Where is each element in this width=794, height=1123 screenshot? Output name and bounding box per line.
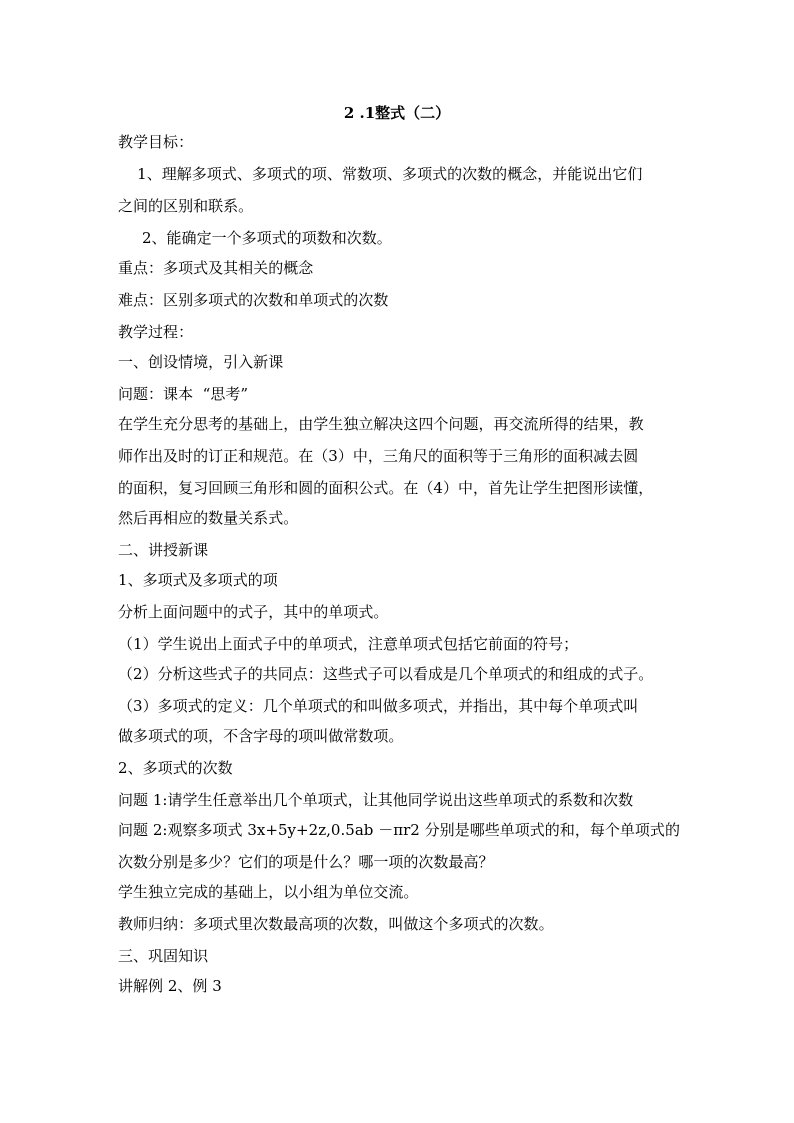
text-line-question: 问题：课本 “思考” (118, 385, 249, 403)
text-line-step-3-cont: 做多项式的项，不含字母的项叫做常数项。 (118, 727, 404, 745)
text-line-objective-1-cont: 之间的区别和联系。 (118, 197, 254, 215)
text-line-teacher-summary: 教师归纳：多项式里次数最高项的次数，叫做这个多项式的次数。 (118, 915, 554, 933)
text-line-subsection-1: 1、多项式及多项式的项 (118, 571, 278, 589)
text-line-group-exchange: 学生独立完成的基础上，以小组为单位交流。 (118, 883, 419, 901)
text-line-section-3: 三、巩固知识 (118, 947, 209, 965)
text-line-subsection-2: 2、多项式的次数 (118, 759, 233, 777)
text-line-objective-1: 1、理解多项式、多项式的项、常数项、多项式的次数的概念，并能说出它们 (118, 165, 643, 183)
text-line-examples: 讲解例 2、例 3 (118, 977, 222, 995)
text-line-step-3: （3）多项式的定义：几个单项式的和叫做多项式，并指出，其中每个单项式叫 (118, 697, 639, 715)
text-line-objectives-heading: 教学目标： (118, 133, 194, 151)
text-line-section-1: 一、创设情境，引入新课 (118, 353, 284, 371)
text-line-question-2: 问题 2:观察多项式 3x+5y+2z,0.5ab －πr2 分别是哪些单项式的和，每个单项式的 (118, 821, 680, 839)
text-line-question-1: 问题 1:请学生任意举出几个单项式，让其他同学说出这些单项式的系数和次数 (118, 791, 634, 809)
text-line-analysis: 分析上面问题中的式子，其中的单项式。 (118, 603, 389, 621)
text-line-para-1: 在学生充分思考的基础上，由学生独立解决这四个问题，再交流所得的结果，教 (118, 415, 644, 433)
text-line-para-3: 的面积，复习回顾三角形和圆的面积公式。在（4）中，首先让学生把图形读懂， (118, 479, 654, 497)
text-line-step-1: （1）学生说出上面式子中的单项式，注意单项式包括它前面的符号； (118, 635, 579, 653)
text-line-section-2: 二、讲授新课 (118, 541, 209, 559)
text-line-question-2-cont: 次数分别是多少？它们的项是什么？哪一项的次数最高？ (118, 853, 494, 871)
text-line-step-2: （2）分析这些式子的共同点：这些式子可以看成是几个单项式的和组成的式子。 (118, 665, 654, 683)
document-title: 2 .1整式（二） (343, 104, 451, 122)
text-line-difficult-point: 难点：区别多项式的次数和单项式的次数 (118, 291, 389, 309)
text-line-objective-2: 2、能确定一个多项式的项数和次数。 (118, 229, 392, 247)
text-line-process-heading: 教学过程： (118, 323, 194, 341)
text-line-para-4: 然后再相应的数量关系式。 (118, 509, 299, 527)
text-line-para-2: 师作出及时的订正和规范。在（3）中，三角尺的面积等于三角形的面积减去圆 (118, 447, 639, 465)
text-line-key-point: 重点：多项式及其相关的概念 (118, 259, 314, 277)
